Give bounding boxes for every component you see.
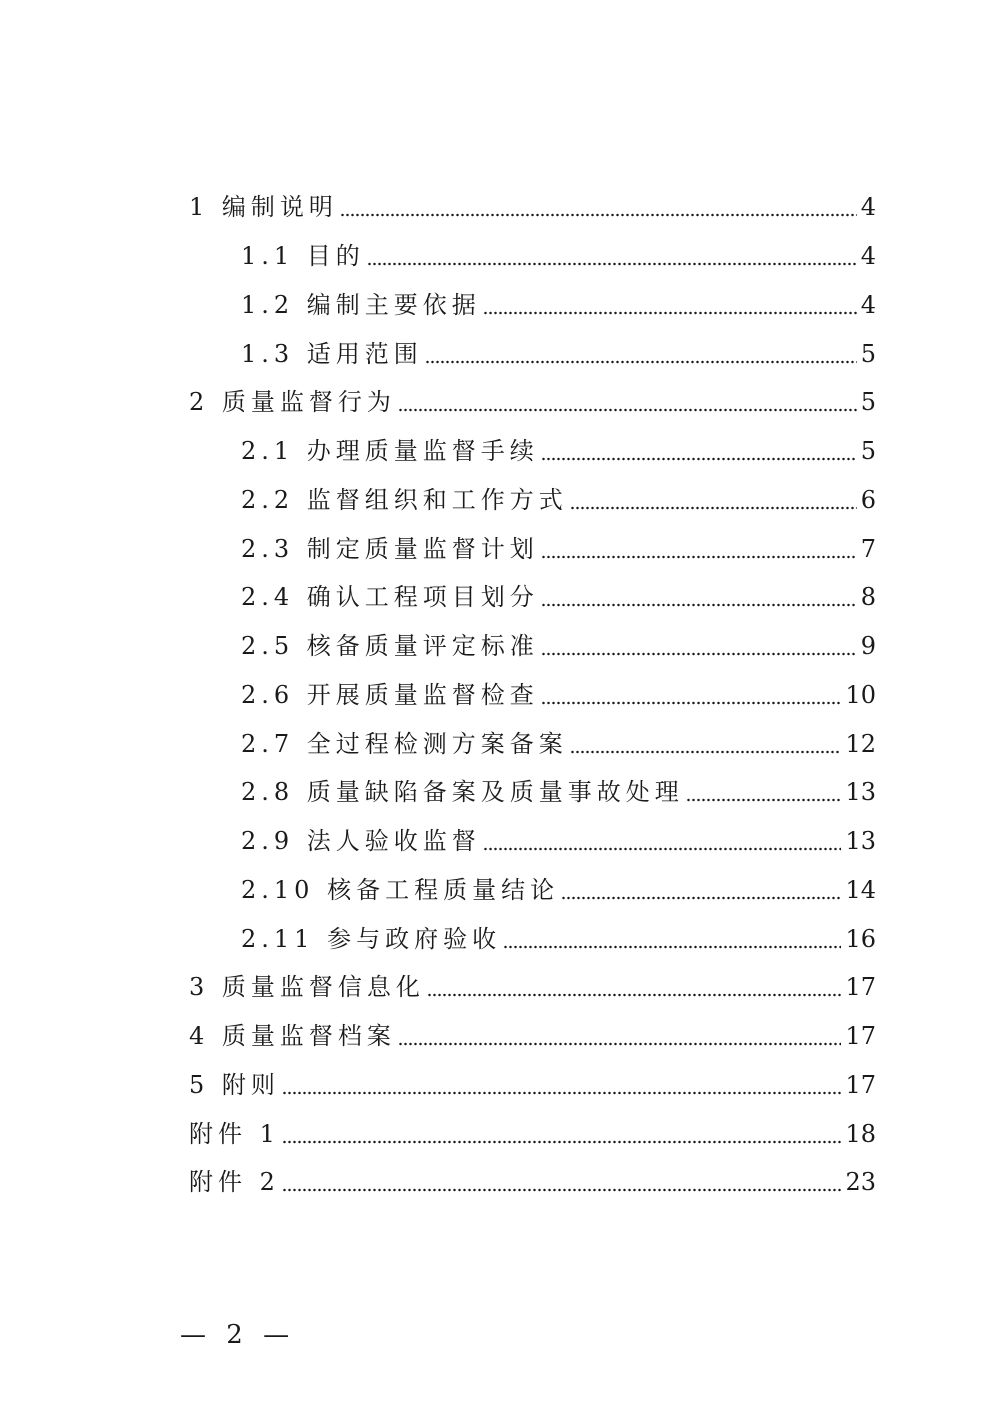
toc-entry[interactable] <box>0 671 876 720</box>
toc-entry[interactable] <box>0 719 876 768</box>
toc-entry-title: 2.1 办理质量监督手续 <box>241 437 539 466</box>
toc-dot-leader <box>340 213 857 217</box>
toc-entry[interactable] <box>0 1158 876 1207</box>
toc-entry-page: 5 <box>860 437 876 466</box>
toc-entry[interactable] <box>0 281 876 330</box>
toc-dot-leader <box>570 750 842 754</box>
toc-entry-title: 2.4 确认工程项目划分 <box>241 583 539 612</box>
toc-dot-leader <box>282 1140 842 1144</box>
toc-entry-page: 4 <box>860 193 876 222</box>
toc-entry-page: 14 <box>845 875 876 904</box>
toc-entry-title: 2 质量监督行为 <box>189 388 396 417</box>
toc-entry-page: 17 <box>845 1022 876 1051</box>
toc-entry[interactable] <box>0 476 876 525</box>
toc-entry-title: 2.8 质量缺陷备案及质量事故处理 <box>241 778 684 807</box>
toc-entry-title: 2.6 开展质量监督检查 <box>241 680 539 709</box>
toc-entry-page: 4 <box>860 242 876 271</box>
toc-entry-page: 16 <box>845 924 876 953</box>
toc-dot-leader <box>483 311 857 315</box>
toc-entry-page: 7 <box>860 534 876 563</box>
toc-entry[interactable] <box>0 1061 876 1110</box>
toc-dot-leader <box>427 993 842 997</box>
toc-dot-leader <box>541 652 857 656</box>
toc-entry-title: 2.3 制定质量监督计划 <box>241 534 539 563</box>
toc-entry[interactable] <box>0 963 876 1012</box>
toc-entry[interactable] <box>0 1012 876 1061</box>
toc-dot-leader <box>503 945 841 949</box>
toc-entry[interactable] <box>0 866 876 915</box>
toc-dot-leader <box>686 798 842 802</box>
toc-entry-page: 13 <box>845 827 876 856</box>
toc-dot-leader <box>398 1042 842 1046</box>
toc-entry-title: 附件 2 <box>189 1168 280 1197</box>
toc-entry-title: 1.3 适用范围 <box>241 339 423 368</box>
table-of-contents <box>0 183 1000 1207</box>
toc-entry-title: 5 附则 <box>189 1070 280 1099</box>
toc-dot-leader <box>367 262 857 266</box>
toc-entry[interactable] <box>0 622 876 671</box>
toc-dot-leader <box>541 701 842 705</box>
toc-dot-leader <box>425 360 857 364</box>
toc-entry-title: 1 编制说明 <box>189 193 338 222</box>
toc-dot-leader <box>282 1188 842 1192</box>
toc-entry[interactable] <box>0 232 876 281</box>
toc-entry[interactable] <box>0 768 876 817</box>
toc-entry-page: 17 <box>845 973 876 1002</box>
toc-entry-page: 5 <box>860 339 876 368</box>
toc-entry-page: 9 <box>860 632 876 661</box>
toc-entry[interactable] <box>0 329 876 378</box>
toc-entry-title: 3 质量监督信息化 <box>189 973 425 1002</box>
toc-entry-title: 2.10 核备工程质量结论 <box>241 875 560 904</box>
toc-entry-page: 12 <box>845 729 876 758</box>
toc-dot-leader <box>561 896 841 900</box>
toc-entry[interactable] <box>0 378 876 427</box>
toc-entry[interactable] <box>0 817 876 866</box>
toc-entry-title: 2.5 核备质量评定标准 <box>241 632 539 661</box>
toc-entry[interactable] <box>0 183 876 232</box>
toc-entry-page: 8 <box>860 583 876 612</box>
toc-entry-page: 13 <box>845 778 876 807</box>
toc-entry[interactable] <box>0 1109 876 1158</box>
toc-entry-title: 2.7 全过程检测方案备案 <box>241 729 568 758</box>
toc-entry[interactable] <box>0 573 876 622</box>
toc-dot-leader <box>541 603 857 607</box>
toc-entry-title: 附件 1 <box>189 1119 280 1148</box>
page-number: — 2 — <box>180 1320 296 1350</box>
toc-entry[interactable] <box>0 524 876 573</box>
toc-entry-page: 17 <box>845 1070 876 1099</box>
toc-entry-page: 6 <box>860 485 876 514</box>
toc-entry-page: 10 <box>845 680 876 709</box>
toc-dot-leader <box>483 847 842 851</box>
toc-dot-leader <box>541 457 857 461</box>
toc-entry-title: 4 质量监督档案 <box>189 1022 396 1051</box>
toc-dot-leader <box>282 1091 842 1095</box>
toc-entry-title: 1.1 目的 <box>241 242 365 271</box>
toc-dot-leader <box>541 555 857 559</box>
toc-entry-page: 4 <box>860 290 876 319</box>
toc-entry-title: 2.9 法人验收监督 <box>241 827 481 856</box>
toc-entry[interactable] <box>0 914 876 963</box>
toc-entry-title: 2.11 参与政府验收 <box>241 924 502 953</box>
toc-dot-leader <box>570 506 857 510</box>
toc-entry-title: 2.2 监督组织和工作方式 <box>241 485 568 514</box>
toc-entry[interactable] <box>0 427 876 476</box>
toc-entry-page: 5 <box>860 388 876 417</box>
toc-entry-page: 18 <box>845 1119 876 1148</box>
toc-dot-leader <box>398 408 857 412</box>
toc-entry-title: 1.2 编制主要依据 <box>241 290 481 319</box>
toc-entry-page: 23 <box>845 1168 876 1197</box>
